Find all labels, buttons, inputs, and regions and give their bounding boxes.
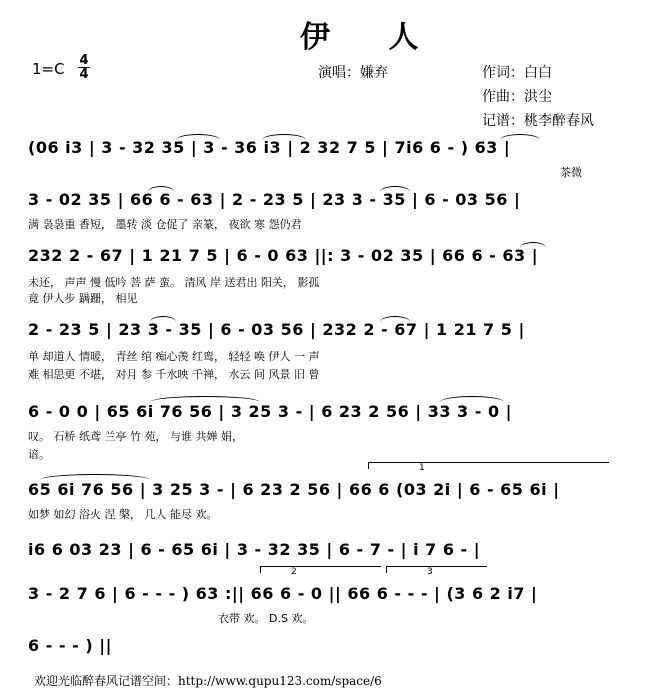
composer: 作曲：洪尘	[482, 89, 552, 105]
transcriber: 记谱：桃李醉春风	[482, 113, 594, 129]
meter-top: 4	[79, 53, 89, 68]
notation-row: 3 - 02 35 | 66 6 - 63 | 2 - 23 5 | 23 3 - 35 | 6 - 03 56 |	[28, 190, 521, 209]
slur	[150, 396, 260, 402]
volta-bracket	[386, 566, 487, 577]
volta-bracket	[368, 462, 609, 473]
lyric-line: 竟 伊人步 蹒跚， 相见	[28, 292, 138, 305]
slur	[262, 134, 306, 140]
slur	[380, 316, 410, 322]
notation-row: 6 - 0 0 | 65 6i 76 56 | 3 25 3 - | 6 23 2 56 | 33 3 - 0 |	[28, 402, 512, 421]
volta-bracket	[260, 566, 381, 577]
slur	[520, 242, 546, 248]
slur	[440, 396, 504, 402]
key-signature: 1=C	[32, 60, 65, 78]
slur	[500, 134, 540, 140]
lyric-line: 谙。	[28, 448, 50, 461]
volta-number: 2	[291, 567, 297, 577]
notation-row: 3 - 2 7 6 | 6 - - - ) 63 :|| 66 6 - 0 || 66 6 - - - | (3 6 2 i7 |	[28, 584, 538, 603]
lyric-line: 叹。 石桥 纸鸢 兰亭 竹 苑， 与谁 共婵 娟，	[28, 430, 243, 443]
slur	[176, 134, 220, 140]
lyric-line: 满 袅袅重 香短， 墨转 淡 仓促了 亲篆， 夜欲 寒 怨仍君	[28, 218, 302, 231]
lyric-line: 如梦 如幻 浴火 涅 槃， 几人 能尽 欢。	[28, 508, 218, 521]
meter-bottom: 4	[79, 67, 89, 82]
footer-credit: 欢迎光临醉春风记谱空间：http://www.qupu123.com/space/6	[34, 674, 382, 688]
notation-row: 232 2 - 67 | 1 21 7 5 | 6 - 0 63 ||: 3 - 02 35 | 66 6 - 63 |	[28, 246, 539, 265]
notation-row: 2 - 23 5 | 23 3 - 35 | 6 - 03 56 | 232 2 - 67 | 1 21 7 5 |	[28, 320, 525, 339]
lyricist: 作词：白白	[482, 65, 552, 81]
song-title: 伊 人	[300, 20, 443, 55]
time-signature	[78, 54, 90, 81]
lyric-line: 衣带 欢。 D.S 欢。	[218, 612, 314, 625]
singer: 演唱：嫌弃	[318, 65, 388, 81]
notation-row: i6 6 03 23 | 6 - 65 6i | 3 - 32 35 | 6 - 7 - | i 7 6 - |	[28, 540, 481, 559]
slur	[148, 186, 174, 192]
notation-row: 6 - - - ) ||	[28, 636, 112, 655]
lyric-line: 未还， 声声 慢 低吟 菩 萨 蛮。 清风 岸 送君出 阳关， 影孤	[28, 276, 320, 289]
lyric-line: 茶微	[560, 166, 582, 179]
slur	[40, 474, 150, 480]
lyric-line: 单 却道人 情暖， 青丝 绾 痴心羡 红鸾， 轻轻 唤 伊人 一 声	[28, 350, 320, 363]
volta-number: 1	[419, 463, 425, 473]
notation-row: (06 i3 | 3 - 32 35 | 3 - 36 i3 | 2 32 7 5 | 7i6 6 - ) 63 |	[28, 138, 511, 157]
lyric-line: 难 相思更 不堪， 对月 参 千水映 千禅， 水云 间 风景 旧 曾	[28, 368, 320, 381]
slur	[380, 186, 410, 192]
notation-row: 65 6i 76 56 | 3 25 3 - | 6 23 2 56 | 66 6 (03 2i | 6 - 65 6i |	[28, 480, 560, 499]
slur	[150, 316, 176, 322]
volta-number: 3	[427, 567, 433, 577]
